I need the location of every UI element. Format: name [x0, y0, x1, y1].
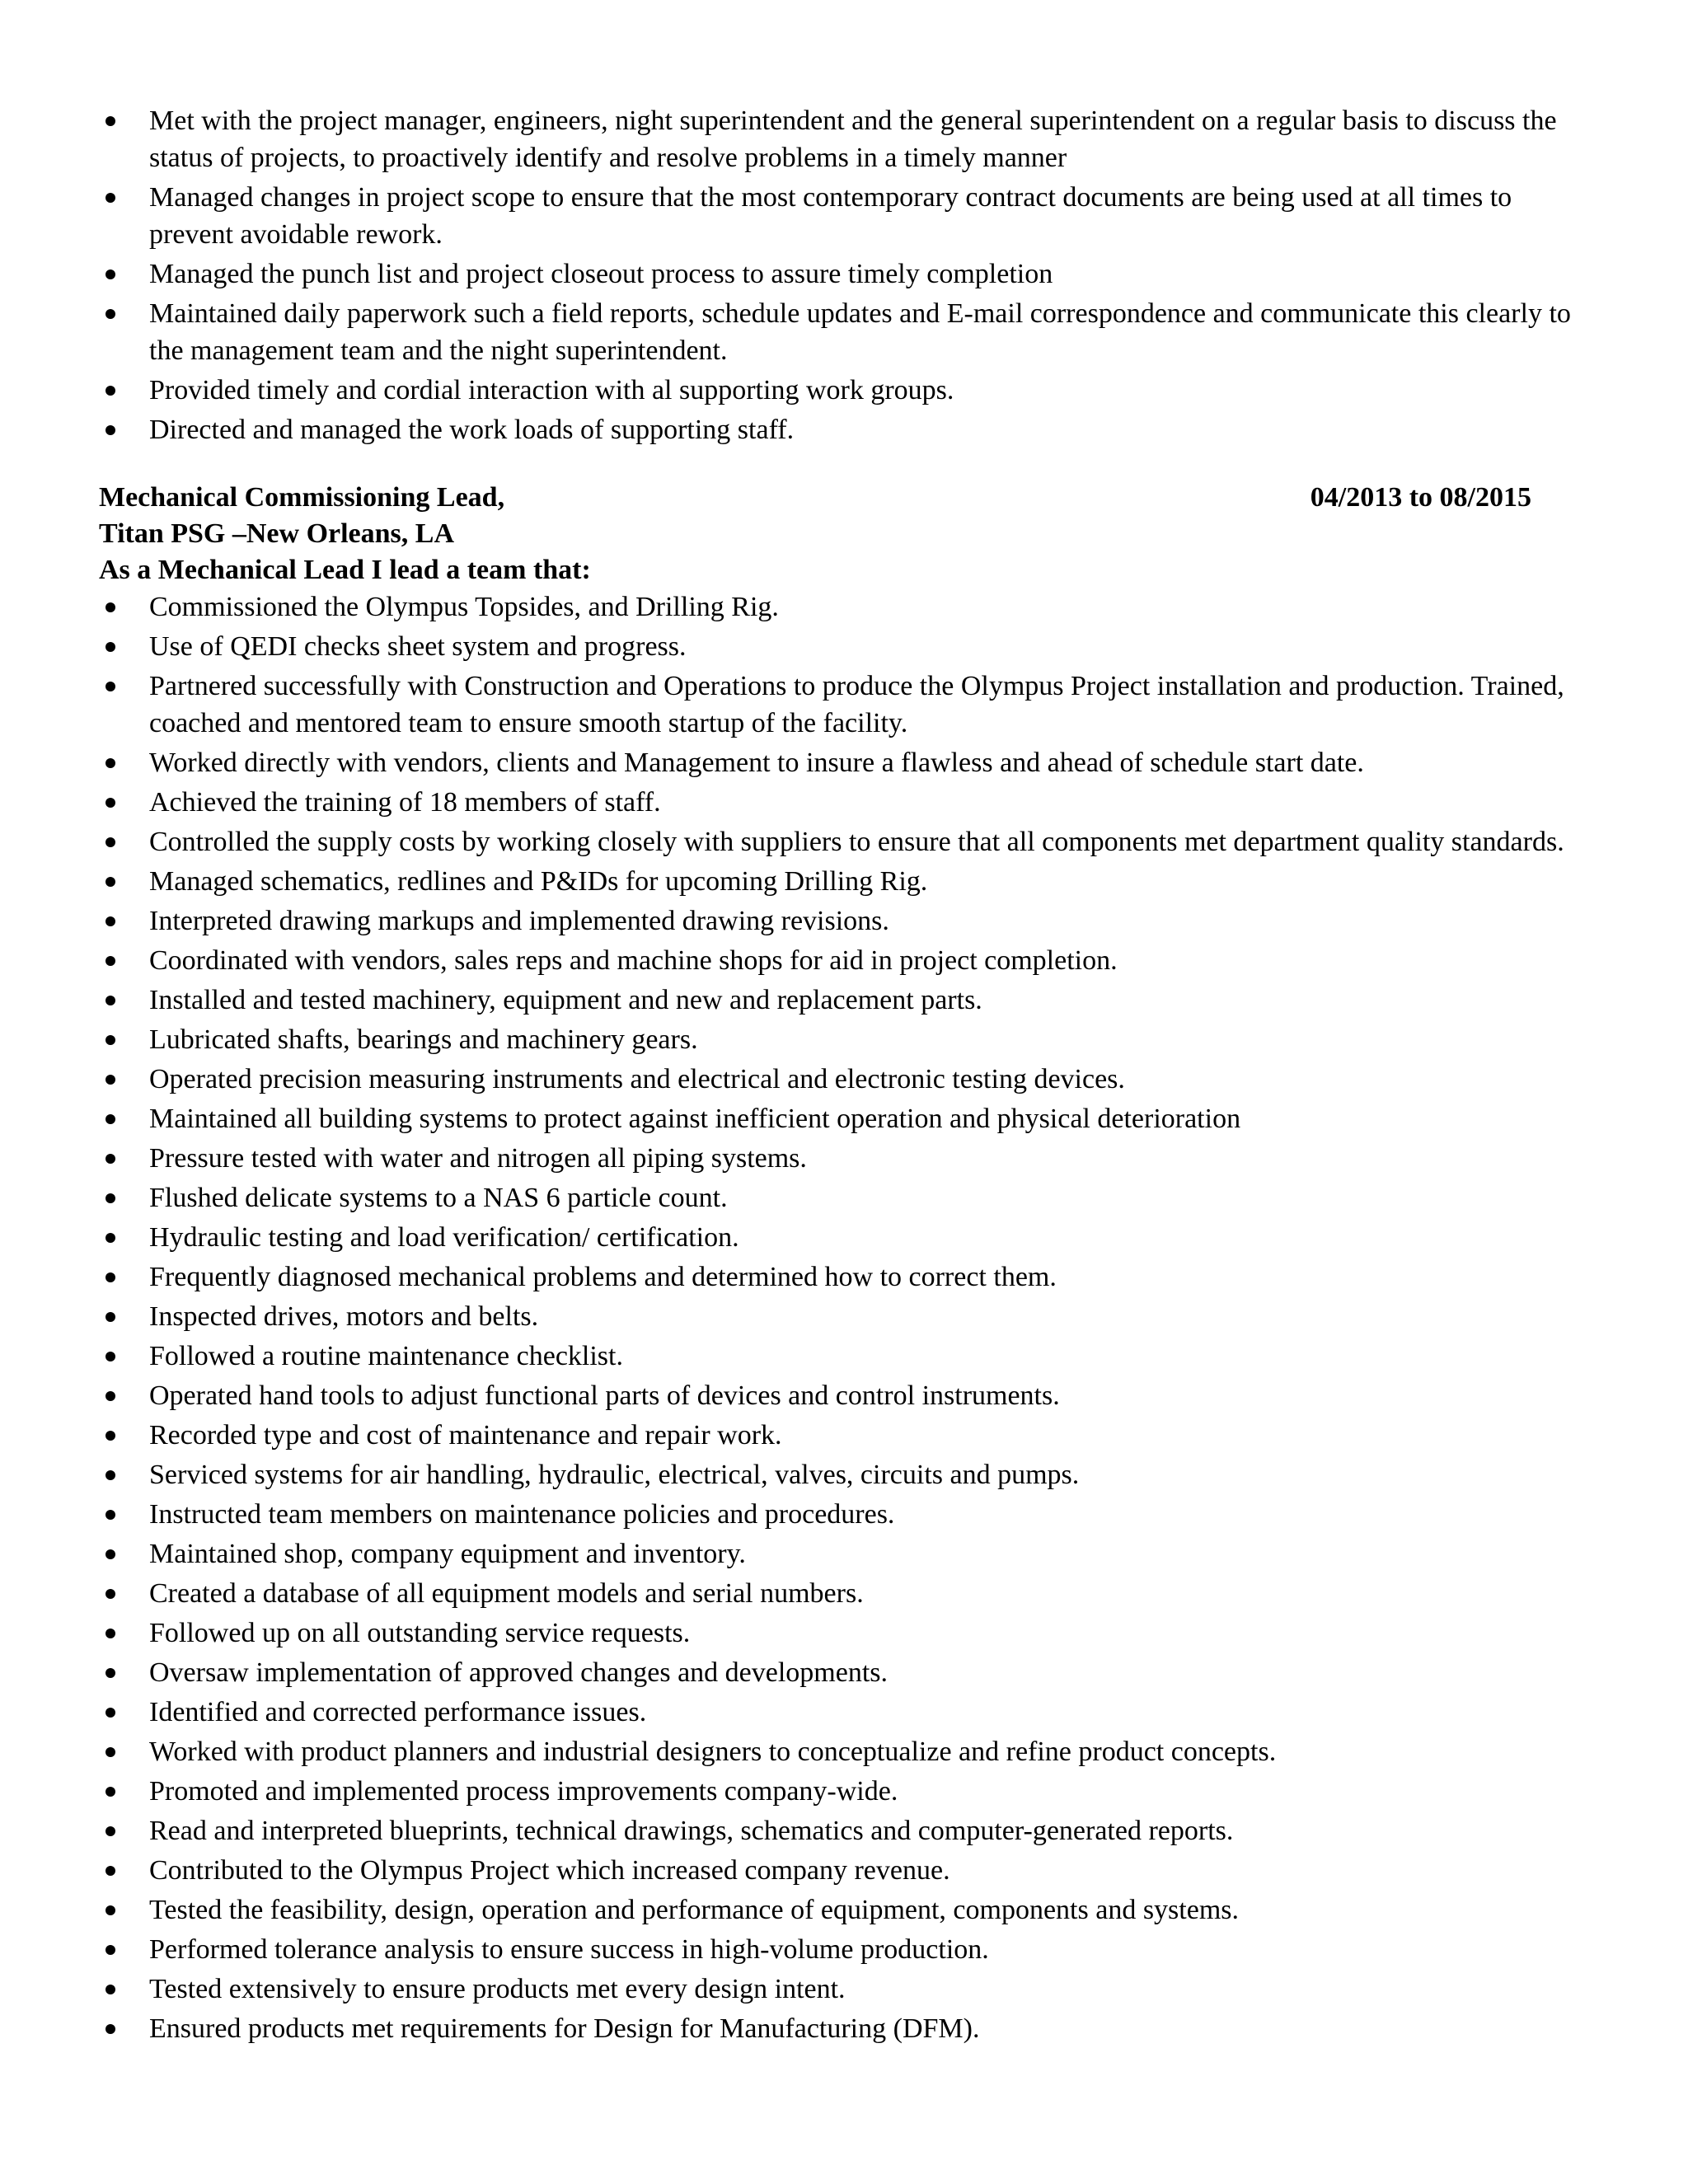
- job-header: [99, 480, 1582, 588]
- list-item: Interpreted drawing markups and implemented drawing revisions.: [99, 902, 1582, 940]
- list-item: Instructed team members on maintenance policies and procedures.: [99, 1496, 1582, 1533]
- list-item: Worked with product planners and industrial designers to conceptualize and refine product concepts.: [99, 1733, 1582, 1770]
- list-item: Inspected drives, motors and belts.: [99, 1298, 1582, 1335]
- list-item: Partnered successfully with Construction and Operations to produce the Olympus Project installation and production. Trained, coached and mentored team to ensure smooth startup of the facility.: [99, 668, 1582, 742]
- job-title: Mechanical Commissioning Lead,: [99, 482, 505, 513]
- previous-job-bullet-list: [99, 102, 1582, 448]
- list-item: Maintained all building systems to protect against inefficient operation and physical deterioration: [99, 1100, 1582, 1137]
- list-item: Promoted and implemented process improvements company-wide.: [99, 1773, 1582, 1810]
- list-item: Hydraulic testing and load verification/ certification.: [99, 1219, 1582, 1256]
- list-item: Installed and tested machinery, equipment and new and replacement parts.: [99, 982, 1582, 1019]
- job-bullet-list: [99, 588, 1582, 2047]
- list-item: Managed schematics, redlines and P&IDs for upcoming Drilling Rig.: [99, 863, 1582, 900]
- list-item: Managed changes in project scope to ensure that the most contemporary contract documents are being used at all times to prevent avoidable rework.: [99, 179, 1582, 253]
- list-item: Tested the feasibility, design, operation and performance of equipment, components and systems.: [99, 1891, 1582, 1929]
- list-item: Achieved the training of 18 members of staff.: [99, 784, 1582, 821]
- list-item: Performed tolerance analysis to ensure success in high-volume production.: [99, 1931, 1582, 1968]
- list-item: Managed the punch list and project closeout process to assure timely completion: [99, 255, 1582, 293]
- list-item: Recorded type and cost of maintenance and repair work.: [99, 1417, 1582, 1454]
- list-item: Operated precision measuring instruments and electrical and electronic testing devices.: [99, 1061, 1582, 1098]
- list-item: Met with the project manager, engineers, night superintendent and the general superintendent on a regular basis to discuss the status of projects, to proactively identify and resolve problems in a timely manner: [99, 102, 1582, 176]
- job-dates: 04/2013 to 08/2015: [1310, 482, 1531, 513]
- list-item: Lubricated shafts, bearings and machinery gears.: [99, 1021, 1582, 1058]
- list-item: Maintained daily paperwork such a field reports, schedule updates and E-mail correspondence and communicate this clearly to the management team and the night superintendent.: [99, 295, 1582, 369]
- list-item: Oversaw implementation of approved changes and developments.: [99, 1654, 1582, 1691]
- list-item: Ensured products met requirements for Design for Manufacturing (DFM).: [99, 2010, 1582, 2047]
- list-item: Operated hand tools to adjust functional parts of devices and control instruments.: [99, 1377, 1582, 1414]
- list-item: Created a database of all equipment models and serial numbers.: [99, 1575, 1582, 1612]
- list-item: Use of QEDI checks sheet system and progress.: [99, 628, 1582, 665]
- job-title-row: [99, 480, 1531, 516]
- list-item: Serviced systems for air handling, hydraulic, electrical, valves, circuits and pumps.: [99, 1456, 1582, 1493]
- list-item: Tested extensively to ensure products met every design intent.: [99, 1971, 1582, 2008]
- list-item: Followed up on all outstanding service requests.: [99, 1615, 1582, 1652]
- job-company: Titan PSG –New Orleans, LA: [99, 518, 455, 549]
- list-item: Controlled the supply costs by working closely with suppliers to ensure that all components met department quality standards.: [99, 823, 1582, 860]
- list-item: Contributed to the Olympus Project which increased company revenue.: [99, 1852, 1582, 1889]
- list-item: Coordinated with vendors, sales reps and machine shops for aid in project completion.: [99, 942, 1582, 979]
- list-item: Directed and managed the work loads of supporting staff.: [99, 411, 1582, 448]
- list-item: Followed a routine maintenance checklist.: [99, 1338, 1582, 1375]
- list-item: Flushed delicate systems to a NAS 6 particle count.: [99, 1179, 1582, 1216]
- list-item: Worked directly with vendors, clients and Management to insure a flawless and ahead of schedule start date.: [99, 744, 1582, 781]
- list-item: Maintained shop, company equipment and inventory.: [99, 1535, 1582, 1572]
- list-item: Provided timely and cordial interaction with al supporting work groups.: [99, 372, 1582, 409]
- list-item: Read and interpreted blueprints, technical drawings, schematics and computer-generated reports.: [99, 1812, 1582, 1849]
- list-item: Commissioned the Olympus Topsides, and Drilling Rig.: [99, 588, 1582, 626]
- list-item: Frequently diagnosed mechanical problems and determined how to correct them.: [99, 1258, 1582, 1296]
- list-item: Identified and corrected performance issues.: [99, 1694, 1582, 1731]
- job-intro: As a Mechanical Lead I lead a team that:: [99, 555, 591, 585]
- list-item: Pressure tested with water and nitrogen all piping systems.: [99, 1140, 1582, 1177]
- resume-page: [99, 102, 1582, 2050]
